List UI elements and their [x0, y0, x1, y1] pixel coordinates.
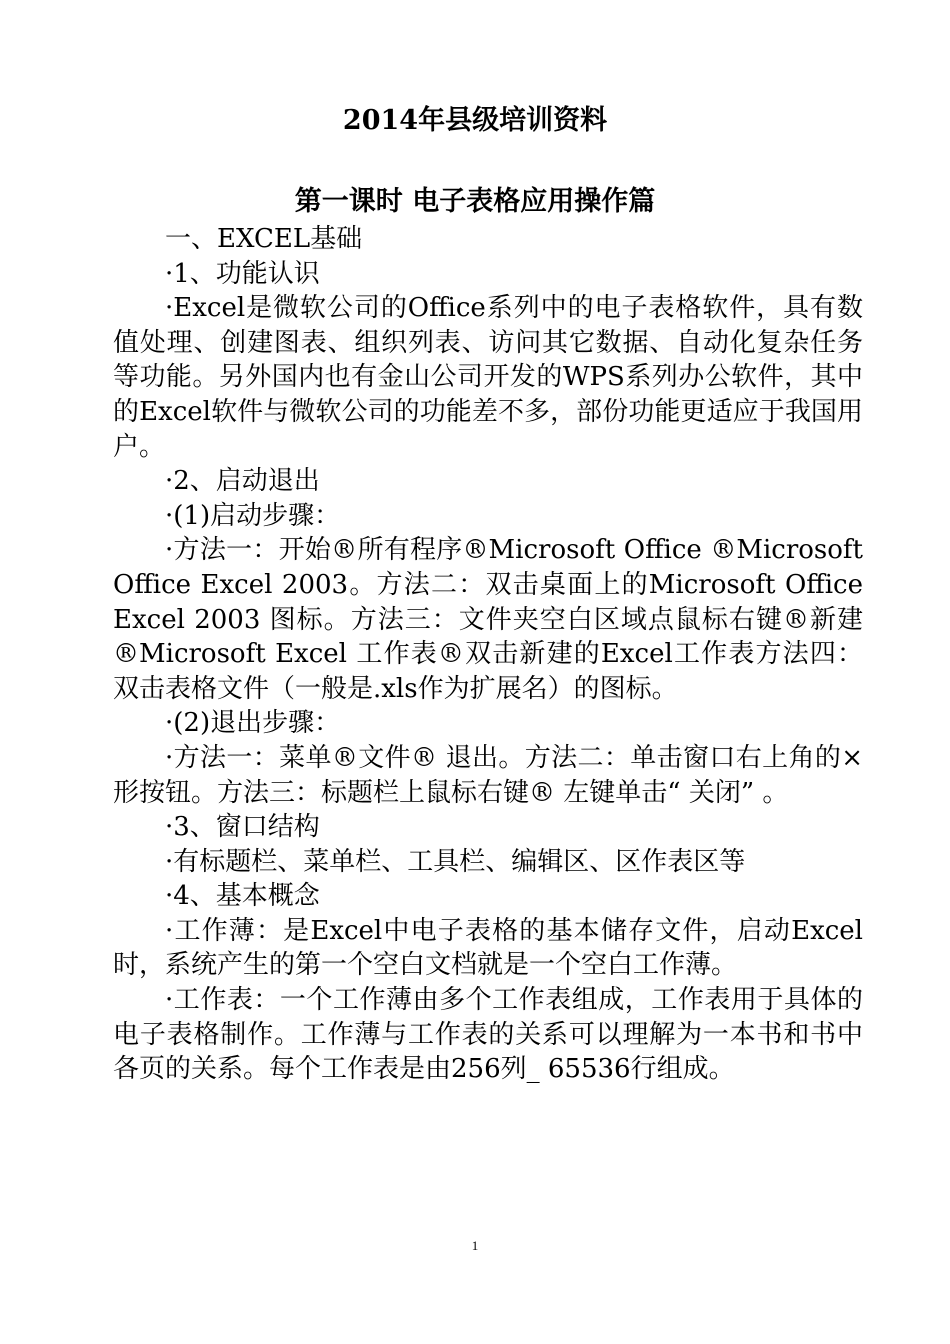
document-title: 2014年县级培训资料 [342, 105, 608, 136]
document-subtitle: 第一课时 电子表格应用操作篇 [294, 186, 656, 217]
step-heading: ·(1)启动步骤： [165, 500, 341, 531]
body-paragraph: ·工作表：一个工作薄由多个工作表组成，工作表用于具体的电子表格制作。工作薄与工作表的关系可以理解为一本书和书中各页的关系。每个工作表是由256列_ 65536行组成。 [113, 985, 863, 1085]
subsection-heading: ·2、启动退出 [165, 466, 320, 497]
body-paragraph: ·方法一：菜单®文件® 退出。方法二：单击窗口右上角的×形按钮。方法三：标题栏上鼠标右键® 左键单击“ 关闭” 。 [113, 742, 863, 808]
section-heading: 一、EXCEL基础 [165, 224, 363, 254]
subsection-heading: ·1、功能认识 [165, 258, 320, 289]
body-paragraph: ·有标题栏、菜单栏、工具栏、编辑区、区作表区等 [165, 846, 746, 877]
body-paragraph: ·工作薄：是Excel中电子表格的基本储存文件，启动Excel时，系统产生的第一个空白文档就是一个空白工作薄。 [113, 915, 863, 981]
subsection-heading: ·4、基本概念 [165, 881, 320, 912]
page-number: 1 [471, 1238, 479, 1253]
body-paragraph: ·Excel是微软公司的Office系列中的电子表格软件，具有数值处理、创建图表、组织列表、访问其它数据、自动化复杂任务等功能。另外国内也有金山公司开发的WPS系列办公软件，其中的Excel软件与微软公司的功能差不多，部份功能更适应于我国用户。 [113, 293, 863, 462]
document-body [113, 222, 863, 1087]
subsection-heading: ·3、窗口结构 [165, 812, 320, 843]
body-paragraph: ·方法一：开始®所有程序®Microsoft Office ®Microsoft Office Excel 2003。方法二：双击桌面上的Microsoft Office Excel 2003 图标。方法三：文件夹空白区域点鼠标右键®新建®Microsoft Excel 工作表®双击新建的Excel工作表方法四：双击表格文件（一般是.xls作为扩展名）的图标。 [113, 535, 863, 704]
step-heading: ·(2)退出步骤： [165, 708, 341, 739]
